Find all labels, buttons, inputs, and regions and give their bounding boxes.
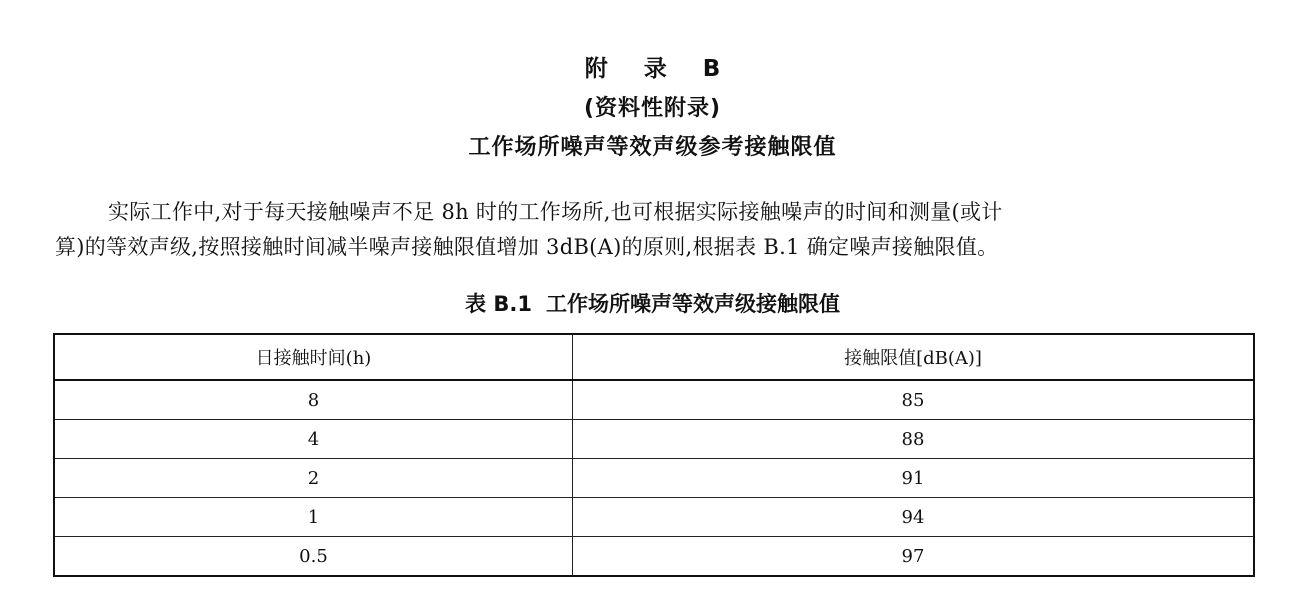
table-caption-code: 表 B.1 xyxy=(465,292,532,316)
header-exposure-limit: 接触限值[dB(A)] xyxy=(573,334,1255,380)
cell-exposure-limit: 91 xyxy=(573,459,1255,498)
table-row xyxy=(54,498,1254,537)
cell-exposure-limit: 88 xyxy=(573,420,1255,459)
table-row xyxy=(54,537,1254,577)
cell-exposure-limit: 97 xyxy=(573,537,1255,577)
header-exposure-time: 日接触时间(h) xyxy=(54,334,573,380)
cell-exposure-time: 8 xyxy=(54,380,573,420)
cell-exposure-time: 4 xyxy=(54,420,573,459)
table-caption-title: 工作场所噪声等效声级接触限值 xyxy=(545,292,840,316)
noise-limit-table xyxy=(53,333,1255,577)
table-row xyxy=(54,380,1254,420)
table-row xyxy=(54,459,1254,498)
table-caption xyxy=(0,288,1305,318)
table-header-row xyxy=(54,334,1254,380)
cell-exposure-limit: 85 xyxy=(573,380,1255,420)
paragraph-line-2: 算)的等效声级,按照接触时间减半噪声接触限值增加 3dB(A)的原则,根据表 B.1 确定噪声接触限值。 xyxy=(55,235,999,259)
appendix-title: 附 录 B xyxy=(584,56,735,82)
cell-exposure-limit: 94 xyxy=(573,498,1255,537)
cell-exposure-time: 0.5 xyxy=(54,537,573,577)
table-row xyxy=(54,420,1254,459)
cell-exposure-time: 1 xyxy=(54,498,573,537)
appendix-subtitle: (资料性附录) xyxy=(583,96,722,121)
paragraph-line-1: 实际工作中,对于每天接触噪声不足 8h 时的工作场所,也可根据实际接触噪声的时间和测量(或计 xyxy=(108,200,1003,224)
appendix-topic: 工作场所噪声等效声级参考接触限值 xyxy=(468,135,837,160)
cell-exposure-time: 2 xyxy=(54,459,573,498)
